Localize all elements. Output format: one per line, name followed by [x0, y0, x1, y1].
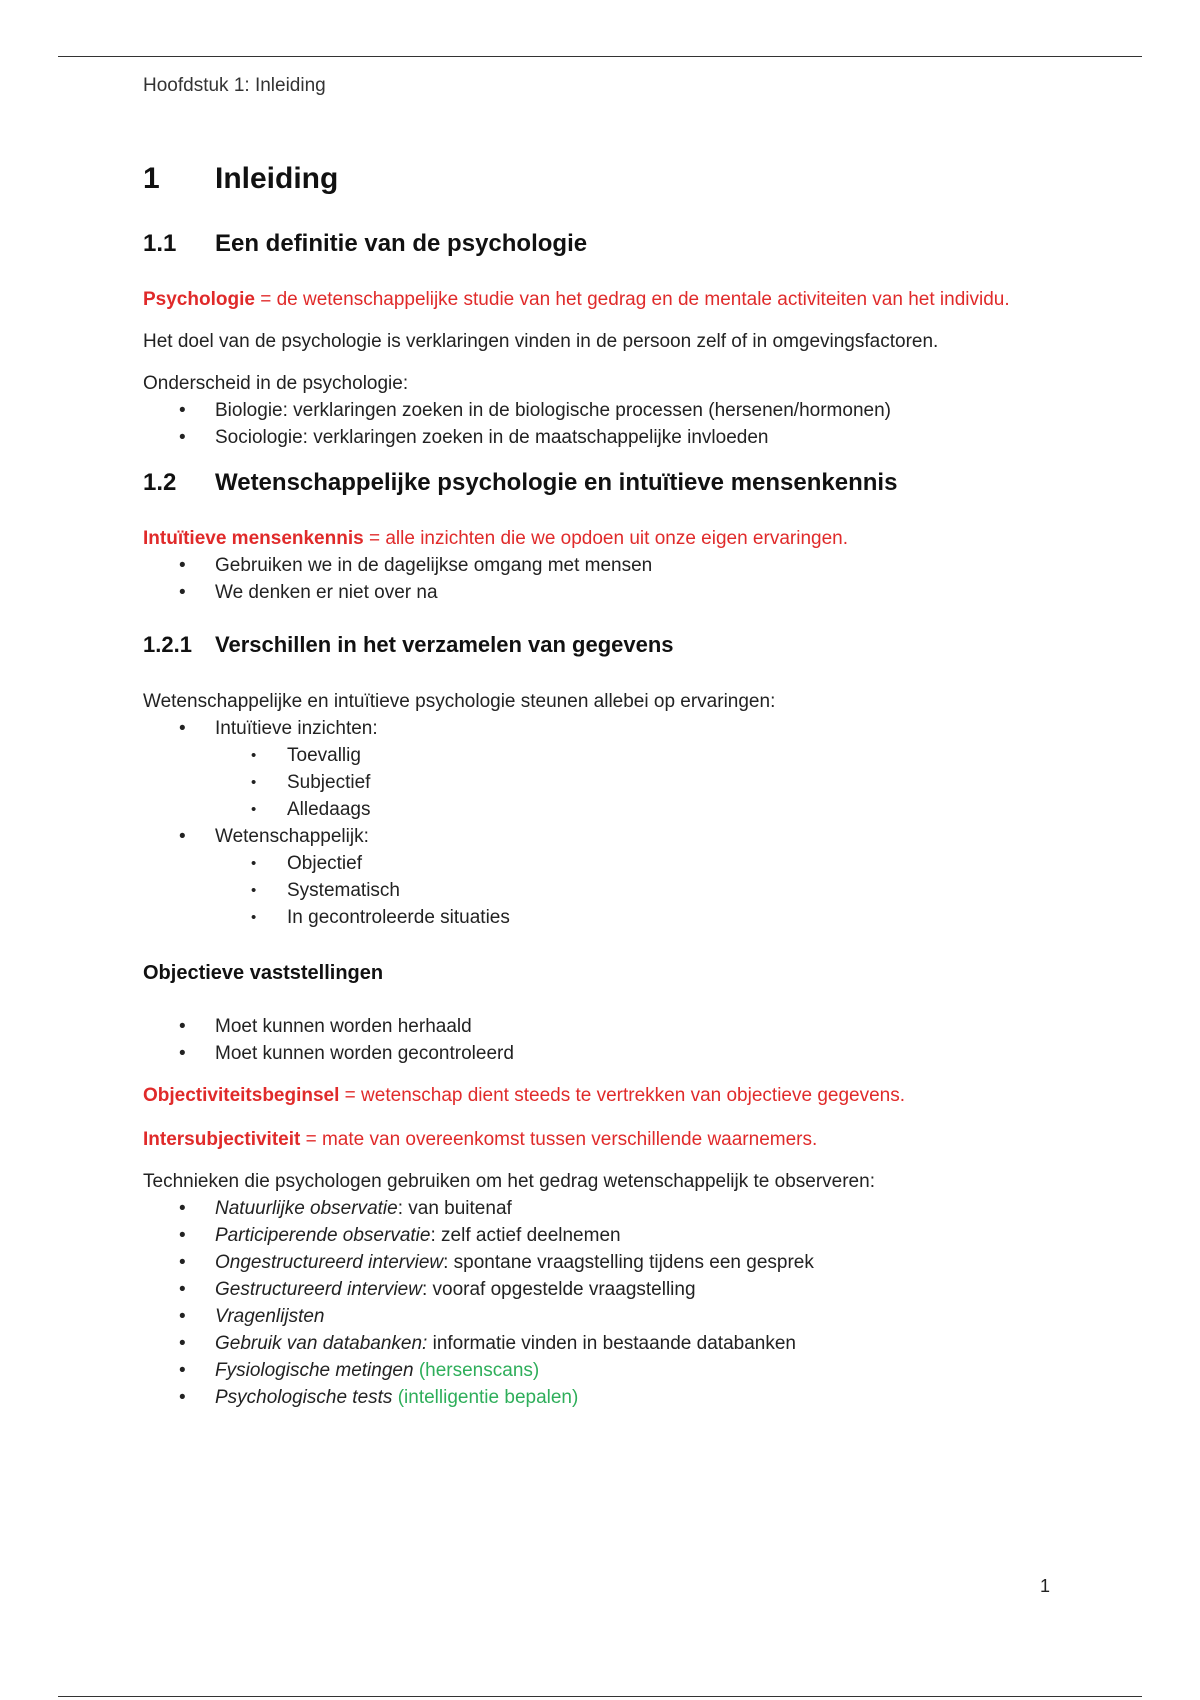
- list-item: • Moet kunnen worden herhaald: [143, 1013, 1043, 1040]
- list-item: • Sociologie: verklaringen zoeken in de maatschappelijke invloeden: [143, 424, 1043, 451]
- list-item: • Gebruiken we in de dagelijkse omgang met mensen: [143, 552, 1043, 579]
- bullet-list: [143, 1013, 1043, 1067]
- list-item: • We denken er niet over na: [143, 579, 1043, 606]
- technique-term: Ongestructureerd interview: [215, 1252, 444, 1273]
- technique-term: Gestructureerd interview: [215, 1279, 422, 1300]
- list-item: • Intuïtieve inzichten:: [143, 715, 1043, 742]
- definition-objectiviteitsbeginsel: [143, 1082, 1043, 1109]
- technique-item: [143, 1249, 1043, 1276]
- technique-item: [143, 1384, 1043, 1411]
- definition-term: Psychologie: [143, 289, 255, 310]
- definition-text: = wetenschap dient steeds te vertrekken van objectieve gegevens.: [339, 1085, 906, 1106]
- list-item: • Toevallig: [143, 742, 1043, 769]
- definition-intersubjectiviteit: [143, 1126, 1043, 1153]
- technique-term: Gebruik van databanken:: [215, 1333, 428, 1354]
- technique-desc: : vooraf opgestelde vraagstelling: [421, 1279, 696, 1300]
- definition-text: = alle inzichten die we opdoen uit onze eigen ervaringen.: [363, 528, 848, 549]
- chapter-number: 1: [143, 162, 160, 195]
- sub-bullet-list: [143, 850, 1043, 931]
- technique-item: [143, 1357, 1043, 1384]
- running-header: Hoofdstuk 1: Inleiding: [143, 75, 326, 96]
- chapter-heading: [143, 160, 1043, 198]
- list-item: • Subjectief: [143, 769, 1043, 796]
- technique-note: (hersenscans): [418, 1360, 540, 1381]
- techniques-list: [143, 1195, 1043, 1411]
- technique-desc: informatie vinden in bestaande databanken: [427, 1333, 796, 1354]
- chapter-title: Inleiding: [215, 162, 339, 195]
- list-item: • Systematisch: [143, 877, 1043, 904]
- technique-item: [143, 1222, 1043, 1249]
- technique-term: Fysiologische metingen: [215, 1360, 414, 1381]
- technique-desc: : spontane vraagstelling tijdens een gesprek: [443, 1252, 814, 1273]
- list-item: • Wetenschappelijk:: [143, 823, 1043, 850]
- technique-term: Natuurlijke observatie: [215, 1198, 398, 1219]
- section-title: Een definitie van de psychologie: [215, 230, 588, 257]
- bottom-rule: [58, 1696, 1142, 1697]
- sub-bullet-list: [143, 742, 1043, 823]
- definition-text: = mate van overeenkomst tussen verschillende waarnemers.: [300, 1129, 818, 1150]
- bullet-list: [143, 397, 1043, 451]
- section-title: Verschillen in het verzamelen van gegevens: [215, 632, 674, 657]
- definition-term: Intuïtieve mensenkennis: [143, 528, 364, 549]
- list-item: • Alledaags: [143, 796, 1043, 823]
- definition-term: Objectiviteitsbeginsel: [143, 1085, 340, 1106]
- bullet-list: [143, 823, 1043, 850]
- page-number: 1: [1040, 1576, 1051, 1596]
- page-content: [143, 72, 1043, 1411]
- top-rule: [58, 56, 1142, 57]
- paragraph: Het doel van de psychologie is verklaringen vinden in de persoon zelf of in omgevingsfactoren.: [143, 331, 939, 352]
- technique-term: Participerende observatie: [215, 1225, 431, 1246]
- section-heading-1-2-1: [143, 630, 1043, 660]
- section-heading-1-2: [143, 467, 1043, 499]
- technique-item: [143, 1276, 1043, 1303]
- definition-text: = de wetenschappelijke studie van het gedrag en de mentale activiteiten van het individu.: [254, 289, 1010, 310]
- subheading-objectieve: Objectieve vaststellingen: [143, 962, 384, 984]
- section-number: 1.2.1: [143, 632, 192, 657]
- technique-item: [143, 1330, 1043, 1357]
- list-intro: Wetenschappelijke en intuïtieve psychologie steunen allebei op ervaringen:: [143, 691, 776, 712]
- technique-item: [143, 1303, 1043, 1330]
- technique-note: (intelligentie bepalen): [397, 1387, 579, 1408]
- list-item: • Objectief: [143, 850, 1043, 877]
- technique-desc: : van buitenaf: [397, 1198, 512, 1219]
- bullet-list: [143, 552, 1043, 606]
- definition-psychologie: [143, 286, 1043, 313]
- section-number: 1.2: [143, 469, 177, 496]
- definition-mensenkennis: [143, 525, 1043, 552]
- technique-term: Vragenlijsten: [215, 1306, 325, 1327]
- list-intro: Onderscheid in de psychologie:: [143, 373, 409, 394]
- section-title: Wetenschappelijke psychologie en intuïtieve mensenkennis: [215, 469, 898, 496]
- list-item: • Biologie: verklaringen zoeken in de biologische processen (hersenen/hormonen): [143, 397, 1043, 424]
- list-intro: Technieken die psychologen gebruiken om het gedrag wetenschappelijk te observeren:: [143, 1171, 875, 1192]
- technique-term: Psychologische tests: [215, 1387, 393, 1408]
- definition-term: Intersubjectiviteit: [143, 1129, 301, 1150]
- technique-item: [143, 1195, 1043, 1222]
- technique-desc: : zelf actief deelnemen: [430, 1225, 621, 1246]
- list-item: • In gecontroleerde situaties: [143, 904, 1043, 931]
- section-heading-1-1: [143, 228, 1043, 260]
- section-number: 1.1: [143, 230, 177, 257]
- bullet-list: [143, 715, 1043, 742]
- list-item: • Moet kunnen worden gecontroleerd: [143, 1040, 1043, 1067]
